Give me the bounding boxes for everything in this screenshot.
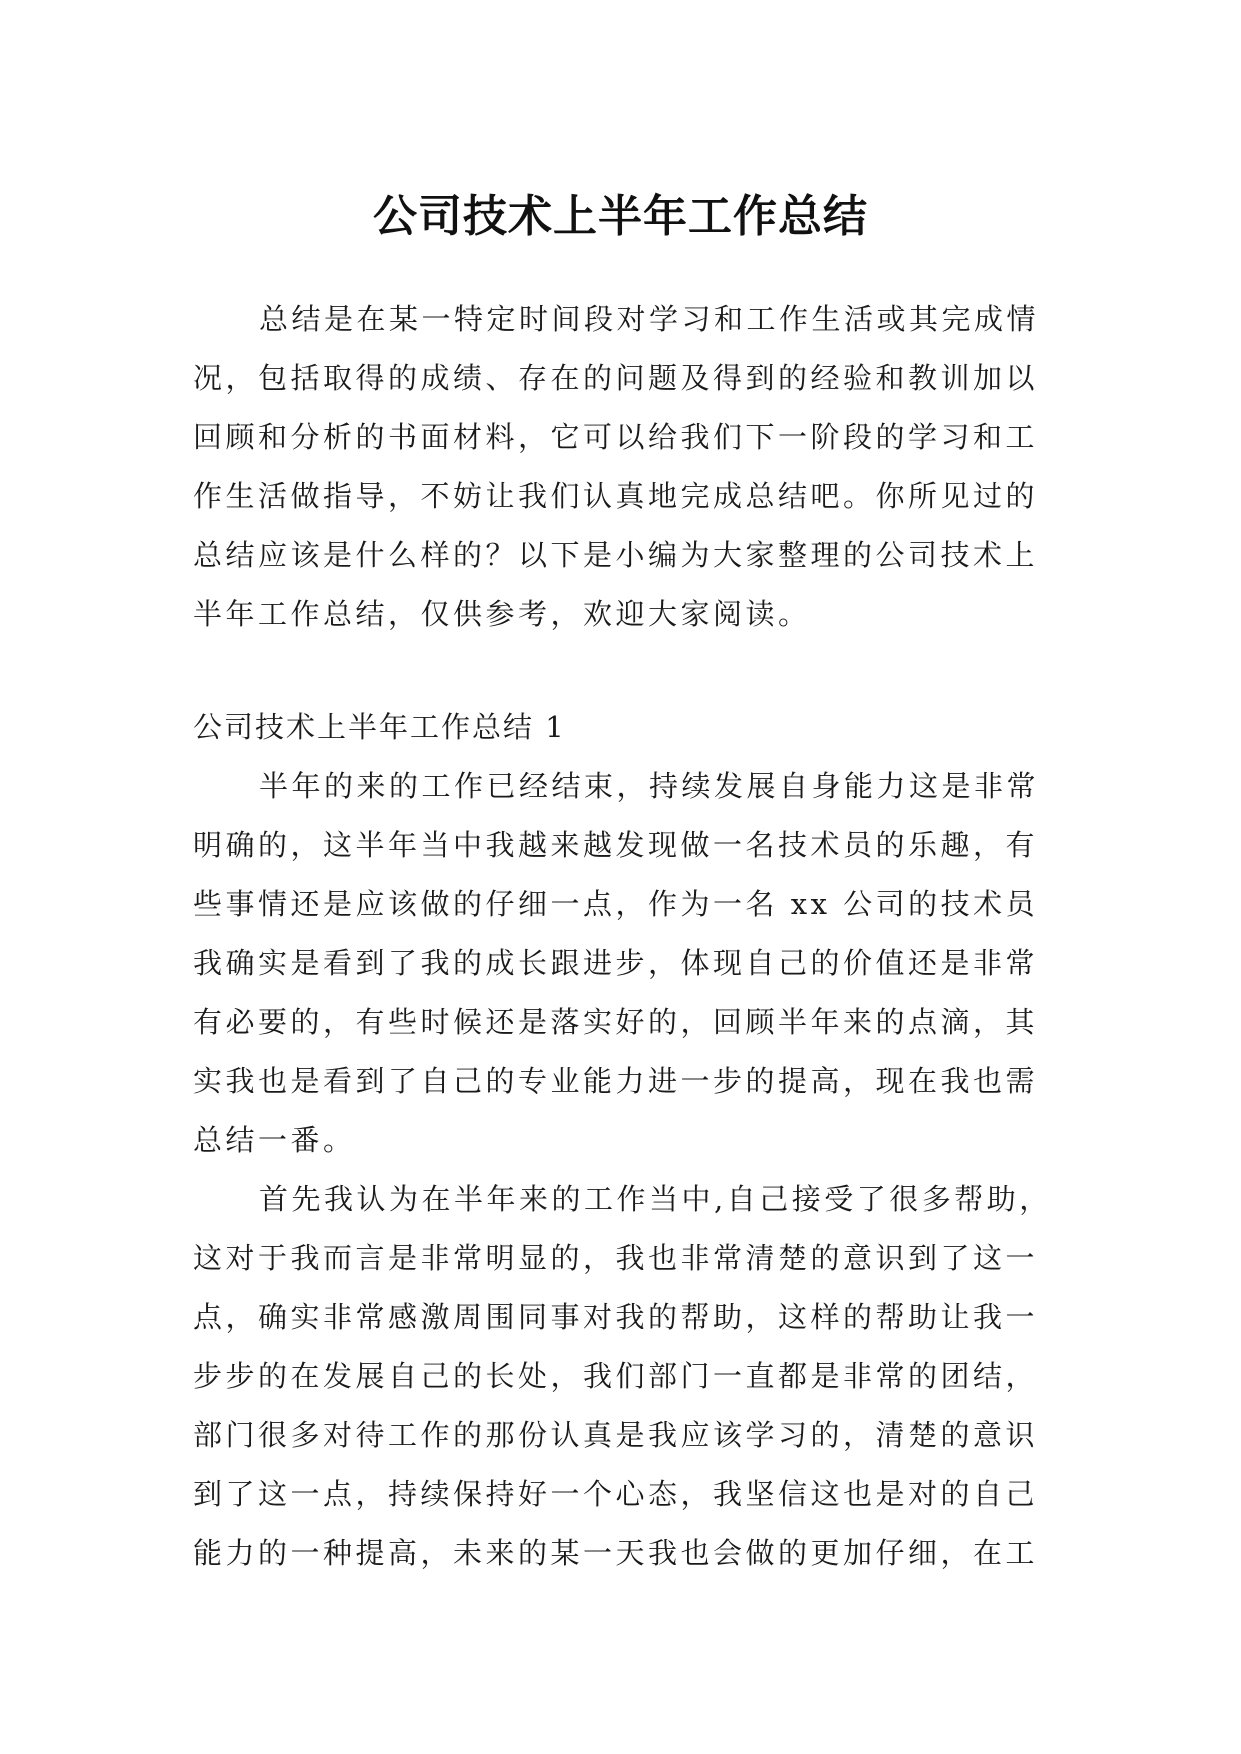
- body-paragraph-2: 首先我认为在半年来的工作当中,自己接受了很多帮助，这对于我而言是非常明显的，我也非常清楚的意识到了这一点，确实非常感激周围同事对我的帮助，这样的帮助让我一步步的在发展自己的长处，我们部门一直都是非常的团结，部门很多对待工作的那份认真是我应该学习的，清楚的意识到了这一点，持续保持好一个心态，我坚信这也是对的自己能力的一种提高，未来的某一天我也会做的更加仔细，在工: [193, 1182, 1052, 1570]
- section-body: [193, 757, 1055, 1583]
- document-title: 公司技术上半年工作总结: [373, 191, 868, 243]
- intro-paragraph: 总结是在某一特定时间段对学习和工作生活或其完成情况，包括取得的成绩、存在的问题及得到的经验和教训加以回顾和分析的书面材料，它可以给我们下一阶段的学习和工作生活做指导，不妨让我们认真地完成总结吧。你所见过的总结应该是什么样的？以下是小编为大家整理的公司技术上半年工作总结，仅供参考，欢迎大家阅读。: [193, 302, 1040, 631]
- section-heading: 公司技术上半年工作总结 1: [193, 710, 566, 744]
- body-paragraph-1: 半年的来的工作已经结束，持续发展自身能力这是非常明确的，这半年当中我越来越发现做一名技术员的乐趣，有些事情还是应该做的仔细一点，作为一名 xx 公司的技术员我确实是看到了我的成长跟进步，体现自己的价值还是非常有必要的，有些时候还是落实好的，回顾半年来的点滴，其实我也是看到了自己的专业能力进一步的提高，现在我也需总结一番。: [193, 769, 1040, 1157]
- intro-section: [193, 290, 1055, 644]
